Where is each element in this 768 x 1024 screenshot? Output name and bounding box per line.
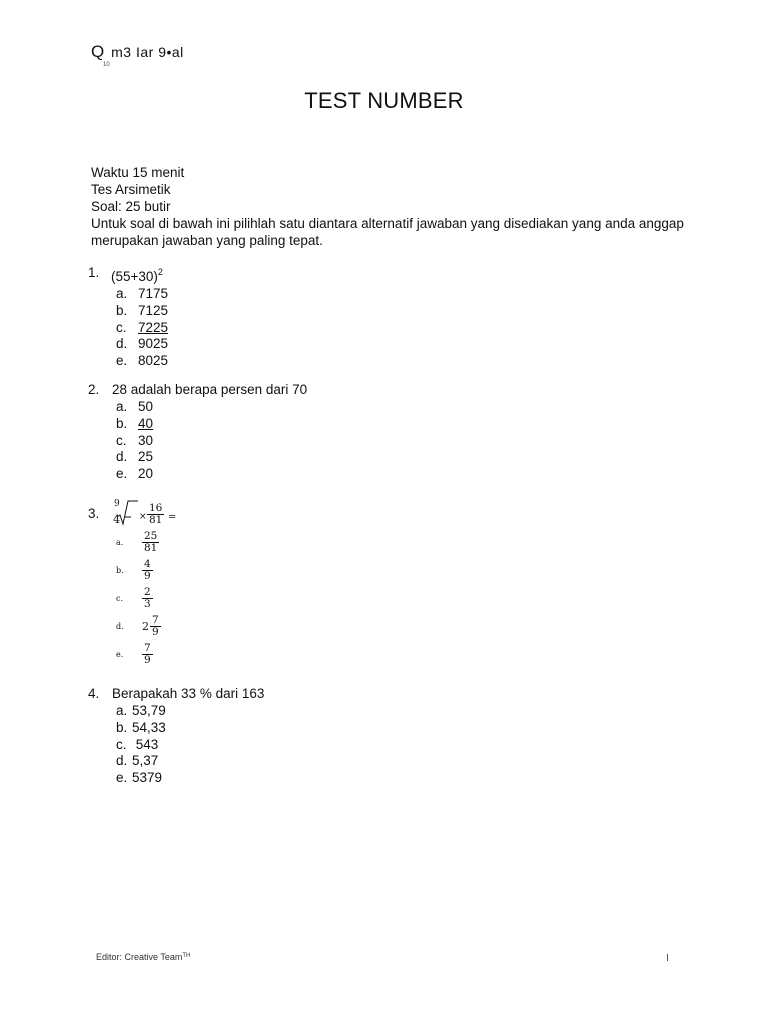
option-b (116, 302, 168, 319)
footer-editor-credit (96, 952, 190, 960)
fraction-denominator: 3 (144, 597, 151, 610)
fraction-16-81 (147, 503, 164, 526)
fraction-denominator: 9 (144, 569, 151, 582)
option-letter: c. (116, 319, 127, 335)
fraction-denominator: 9 (152, 625, 159, 638)
option-e (116, 465, 307, 482)
option-letter: b. (116, 302, 128, 318)
question-4-stem (88, 685, 264, 702)
question-3-stem (88, 498, 182, 528)
intro-time: Waktu 15 menit (91, 165, 185, 180)
option-letter: c. (116, 432, 127, 448)
fraction-numerator: 16 (149, 502, 163, 514)
question-1 (88, 264, 168, 369)
option-d (116, 335, 168, 352)
option-c-correct (116, 319, 168, 336)
option-value: 7125 (138, 302, 169, 318)
footer-page-mark (667, 954, 668, 961)
option-fraction (150, 615, 161, 638)
question-expression: (55+30) (111, 269, 158, 284)
option-e (116, 769, 264, 786)
option-letter: c. (116, 736, 127, 752)
option-letter: a. (116, 399, 128, 414)
question-text: 28 adalah berapa persen dari 70 (112, 382, 308, 397)
option-c (116, 584, 182, 612)
radical-sign-icon (116, 500, 138, 526)
option-value: 25 (138, 449, 154, 465)
option-letter: e. (116, 353, 128, 369)
option-letter: a. (116, 286, 128, 301)
option-fraction (142, 643, 153, 666)
option-value: 20 (138, 466, 154, 482)
question-number: 2. (88, 382, 100, 397)
question-text (111, 264, 163, 285)
option-letter: d. (116, 621, 124, 631)
option-value: 7175 (138, 286, 169, 301)
question-4-options (116, 702, 264, 786)
question-3 (88, 498, 182, 668)
radical-expression (112, 498, 182, 528)
option-d (116, 612, 182, 640)
option-value: 5,37 (132, 753, 159, 769)
option-value: 53,79 (132, 703, 166, 718)
option-letter: e. (116, 770, 128, 786)
option-letter: c. (116, 593, 124, 603)
fraction-numerator: 7 (152, 613, 159, 626)
intro-instruction-line-2: merupakan jawaban yang paling tepat. (91, 233, 323, 248)
option-fraction (142, 531, 159, 554)
header-mark-text: m3 Iar 9•al (111, 44, 184, 60)
fraction-denominator: 9 (144, 653, 151, 666)
question-2-stem (88, 381, 307, 398)
option-a (116, 528, 182, 556)
option-letter: b. (116, 415, 128, 431)
option-value: 54,33 (132, 719, 166, 735)
question-text: Berapakah 33 % dari 163 (112, 686, 265, 701)
question-1-stem (88, 264, 168, 285)
question-4 (88, 685, 264, 786)
option-d (116, 752, 264, 769)
option-letter: e. (116, 649, 124, 659)
option-value: 7225 (138, 319, 169, 335)
option-c (116, 432, 307, 449)
option-a (116, 702, 264, 719)
option-value: 5379 (132, 770, 163, 786)
option-letter: a. (116, 537, 124, 547)
option-value: 30 (138, 432, 154, 448)
option-letter: a. (116, 703, 128, 718)
option-value: 40 (138, 415, 154, 431)
option-b-correct (116, 415, 307, 432)
times-sign: × (139, 512, 147, 522)
option-d (116, 448, 307, 465)
question-3-options (116, 528, 182, 668)
root-base: 4 (113, 513, 120, 526)
option-letter: d. (116, 449, 128, 465)
footer-editor-sup: TH (182, 953, 191, 959)
option-fraction (142, 587, 153, 610)
page-title: TEST NUMBER (304, 88, 464, 113)
option-a (116, 285, 168, 302)
fraction-denominator: 81 (149, 514, 163, 526)
intro-instruction-line-1: Untuk soal di bawah ini pilihlah satu diantara alternatif jawaban yang disediakan yang anda anggap (91, 216, 684, 231)
fraction-numerator: 2 (144, 585, 151, 598)
option-letter: d. (116, 336, 128, 352)
intro-question-count: Soal: 25 butir (91, 199, 171, 214)
fraction-denominator: 81 (144, 541, 158, 554)
question-number: 3. (88, 505, 100, 521)
question-number: 1. (88, 265, 100, 280)
option-value: 543 (132, 736, 159, 752)
header-mark-sub: 10 (103, 62, 110, 68)
option-e (116, 352, 168, 369)
question-1-options (116, 285, 168, 369)
equals-sign: = (168, 512, 177, 523)
option-letter: e. (116, 466, 128, 482)
option-fraction (142, 559, 153, 582)
fraction-numerator: 7 (144, 641, 151, 654)
mixed-number-whole: 2 (142, 619, 149, 633)
option-value: 8025 (138, 353, 169, 369)
question-2-options (116, 398, 307, 482)
instructions (91, 164, 691, 249)
option-letter: b. (116, 719, 128, 735)
option-letter: d. (116, 753, 128, 769)
root-index: 9 (114, 499, 120, 509)
intro-test-name: Tes Arsimetik (91, 182, 171, 197)
option-letter: b. (116, 565, 124, 575)
exponent: 2 (157, 267, 163, 277)
option-c (116, 736, 264, 753)
footer-editor-text: Editor: Creative Team (96, 952, 183, 960)
option-value: 9025 (138, 336, 169, 352)
option-e (116, 640, 182, 668)
question-number: 4. (88, 686, 100, 701)
option-value: 50 (138, 399, 154, 414)
header-mark (91, 42, 184, 62)
option-b (116, 556, 182, 584)
fraction-numerator: 25 (144, 529, 158, 542)
question-2 (88, 381, 307, 482)
option-b (116, 719, 264, 736)
header-mark-q: Q (91, 42, 105, 61)
fraction-numerator: 4 (144, 557, 151, 570)
option-a (116, 398, 307, 415)
